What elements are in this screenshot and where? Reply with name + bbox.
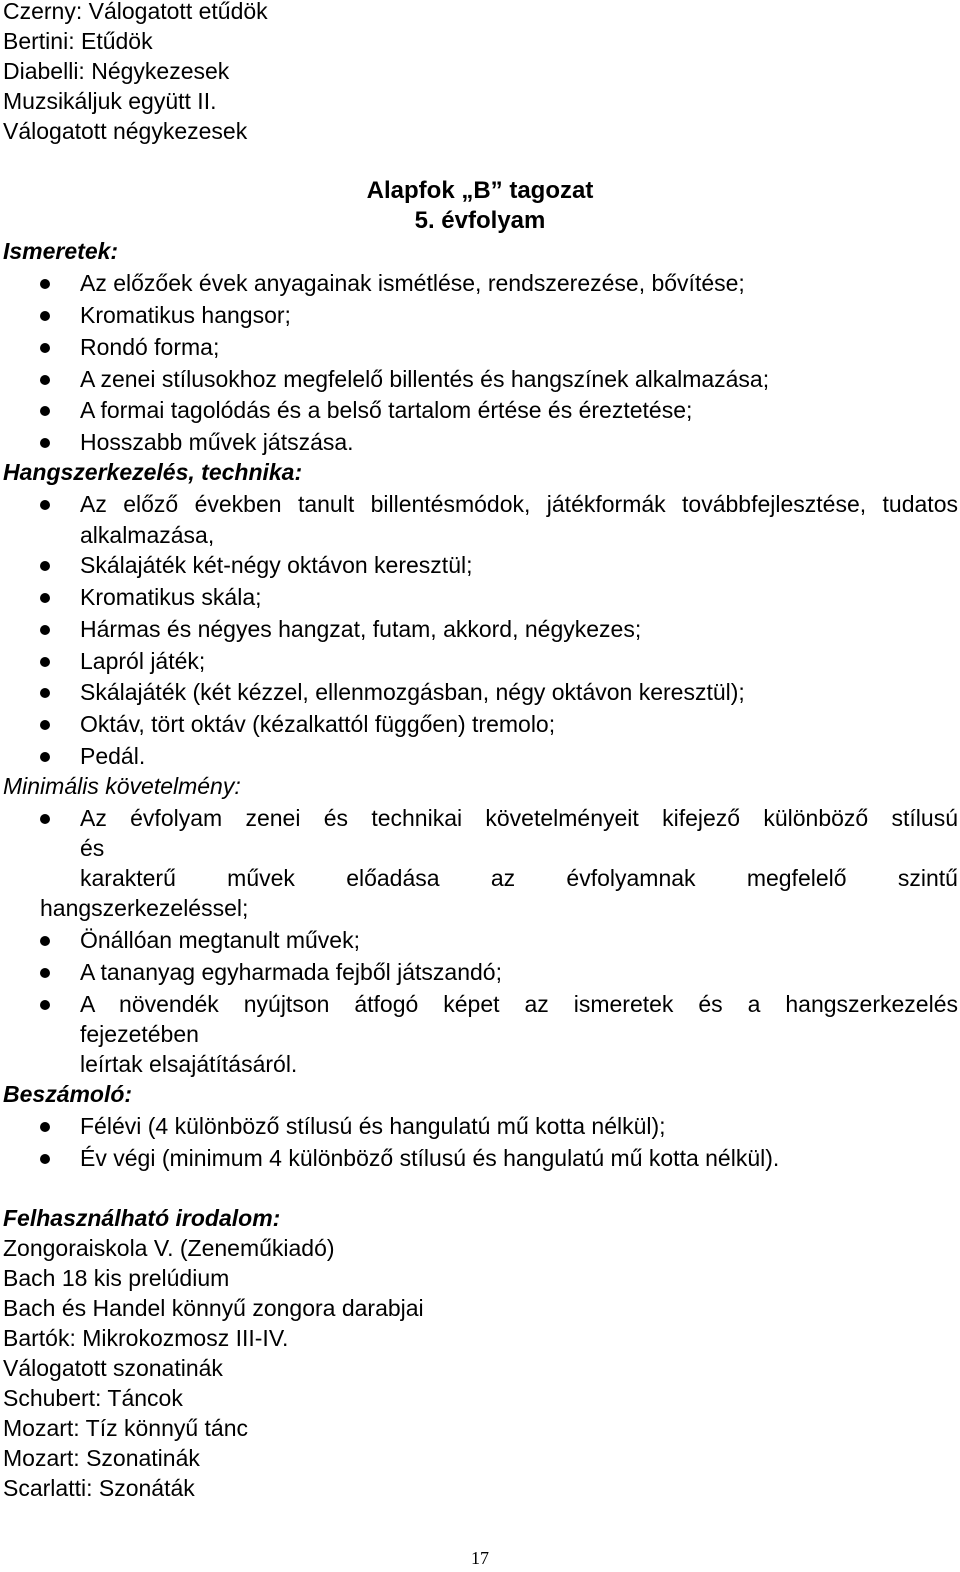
bullet-icon <box>40 814 50 824</box>
list-item-line <box>80 989 958 1019</box>
top-list-item: Czerny: Válogatott etűdök <box>3 0 268 24</box>
bullet-icon <box>40 311 50 321</box>
bullet-icon <box>40 657 50 667</box>
top-list-item: Válogatott négykezesek <box>3 118 248 144</box>
section-heading-beszamolo: Beszámoló: <box>3 1081 133 1107</box>
section-heading-minimalis: Minimális követelmény: <box>3 773 241 799</box>
list-item-line: hangszerkezeléssel; <box>40 895 249 921</box>
list-item: A tananyag egyharmada fejből játszandó; <box>80 959 502 985</box>
list-item: Hosszabb művek játszása. <box>80 429 354 455</box>
list-item: Skálajáték két-négy oktávon keresztül; <box>80 552 473 578</box>
list-item: Önállóan megtanult művek; <box>80 927 360 953</box>
level-title: Alapfok „B” tagozat <box>366 177 594 204</box>
list-item: Skálajáték (két kézzel, ellenmozgásban, négy oktávon keresztül); <box>80 679 745 705</box>
bullet-icon <box>40 625 50 635</box>
bullet-icon <box>40 375 50 385</box>
word: előadása <box>346 865 440 891</box>
bullet-icon <box>40 752 50 762</box>
bullet-icon <box>40 968 50 978</box>
top-list-item: Muzsikáljuk együtt II. <box>3 88 217 114</box>
bullet-icon <box>40 406 50 416</box>
list-item: Az előzőek évek anyagainak ismétlése, rendszerezése, bővítése; <box>80 270 745 296</box>
literature-item: Bach 18 kis prelúdium <box>3 1265 230 1291</box>
list-item: Rondó forma; <box>80 334 220 360</box>
list-item: Az előző években tanult billentésmódok, játékformák továbbfejlesztése, tudatos alkalmazása, <box>80 491 958 548</box>
word: évfolyamnak <box>566 865 696 891</box>
bullet-icon <box>40 936 50 946</box>
text-line: A növendék nyújtson átfogó képet az ismeretek és a hangszerkezelés <box>80 991 958 1017</box>
bullet-icon <box>40 593 50 603</box>
list-item-line: és <box>80 835 105 861</box>
word: az <box>490 865 516 891</box>
bullet-icon <box>40 720 50 730</box>
word: szintű <box>897 865 958 891</box>
list-item: Kromatikus hangsor; <box>80 302 291 328</box>
literature-item: Bach és Handel könnyű zongora darabjai <box>3 1295 424 1321</box>
bullet-icon <box>40 1154 50 1164</box>
literature-item: Zongoraiskola V. (Zeneműkiadó) <box>3 1235 335 1261</box>
bullet-icon <box>40 438 50 448</box>
page-number: 17 <box>471 1548 489 1568</box>
list-item: Pedál. <box>80 743 146 769</box>
bullet-icon <box>40 561 50 571</box>
list-item: Oktáv, tört oktáv (kézalkattól függően) tremolo; <box>80 711 556 737</box>
bullet-icon <box>40 1000 50 1010</box>
list-item: A formai tagolódás és a belső tartalom értése és éreztetése; <box>80 397 693 423</box>
word: művek <box>227 865 295 891</box>
literature-item: Scarlatti: Szonáták <box>3 1475 195 1501</box>
literature-item: Mozart: Szonatinák <box>3 1445 200 1471</box>
section-heading-irodalom: Felhasználható irodalom: <box>3 1205 281 1231</box>
section-heading-ismeretek: Ismeretek: <box>3 238 119 264</box>
list-item: Félévi (4 különböző stílusú és hangulatú mű kotta nélkül); <box>80 1113 666 1139</box>
list-item: Kromatikus skála; <box>80 584 262 610</box>
list-item-line <box>80 803 958 833</box>
list-item: A zenei stílusokhoz megfelelő billentés és hangszínek alkalmazása; <box>80 366 770 392</box>
section-heading-technika: Hangszerkezelés, technika: <box>3 459 303 485</box>
literature-item: Mozart: Tíz könnyű tánc <box>3 1415 249 1441</box>
list-item: Lapról játék; <box>80 648 206 674</box>
list-item: Év végi (minimum 4 különböző stílusú és hangulatú mű kotta nélkül). <box>80 1145 780 1171</box>
text-line: Az évfolyam zenei és technikai követelményeit kifejező különböző stílusú <box>80 805 958 831</box>
list-item-line: fejezetében <box>80 1021 199 1047</box>
bullet-icon <box>40 688 50 698</box>
bullet-icon <box>40 500 50 510</box>
bullet-icon <box>40 1122 50 1132</box>
literature-item: Bartók: Mikrokozmosz III-IV. <box>3 1325 289 1351</box>
literature-item: Schubert: Táncok <box>3 1385 183 1411</box>
list-item-line <box>80 863 958 893</box>
literature-item: Válogatott szonatinák <box>3 1355 223 1381</box>
list-item: Hármas és négyes hangzat, futam, akkord, négykezes; <box>80 616 642 642</box>
bullet-icon <box>40 343 50 353</box>
word: megfelelő <box>746 865 847 891</box>
list-item-line: leírtak elsajátításáról. <box>80 1051 298 1077</box>
word: karakterű <box>80 865 176 891</box>
bullet-icon <box>40 279 50 289</box>
top-list-item: Bertini: Etűdök <box>3 28 153 54</box>
level-year: 5. évfolyam <box>414 207 546 234</box>
top-list-item: Diabelli: Négykezesek <box>3 58 230 84</box>
